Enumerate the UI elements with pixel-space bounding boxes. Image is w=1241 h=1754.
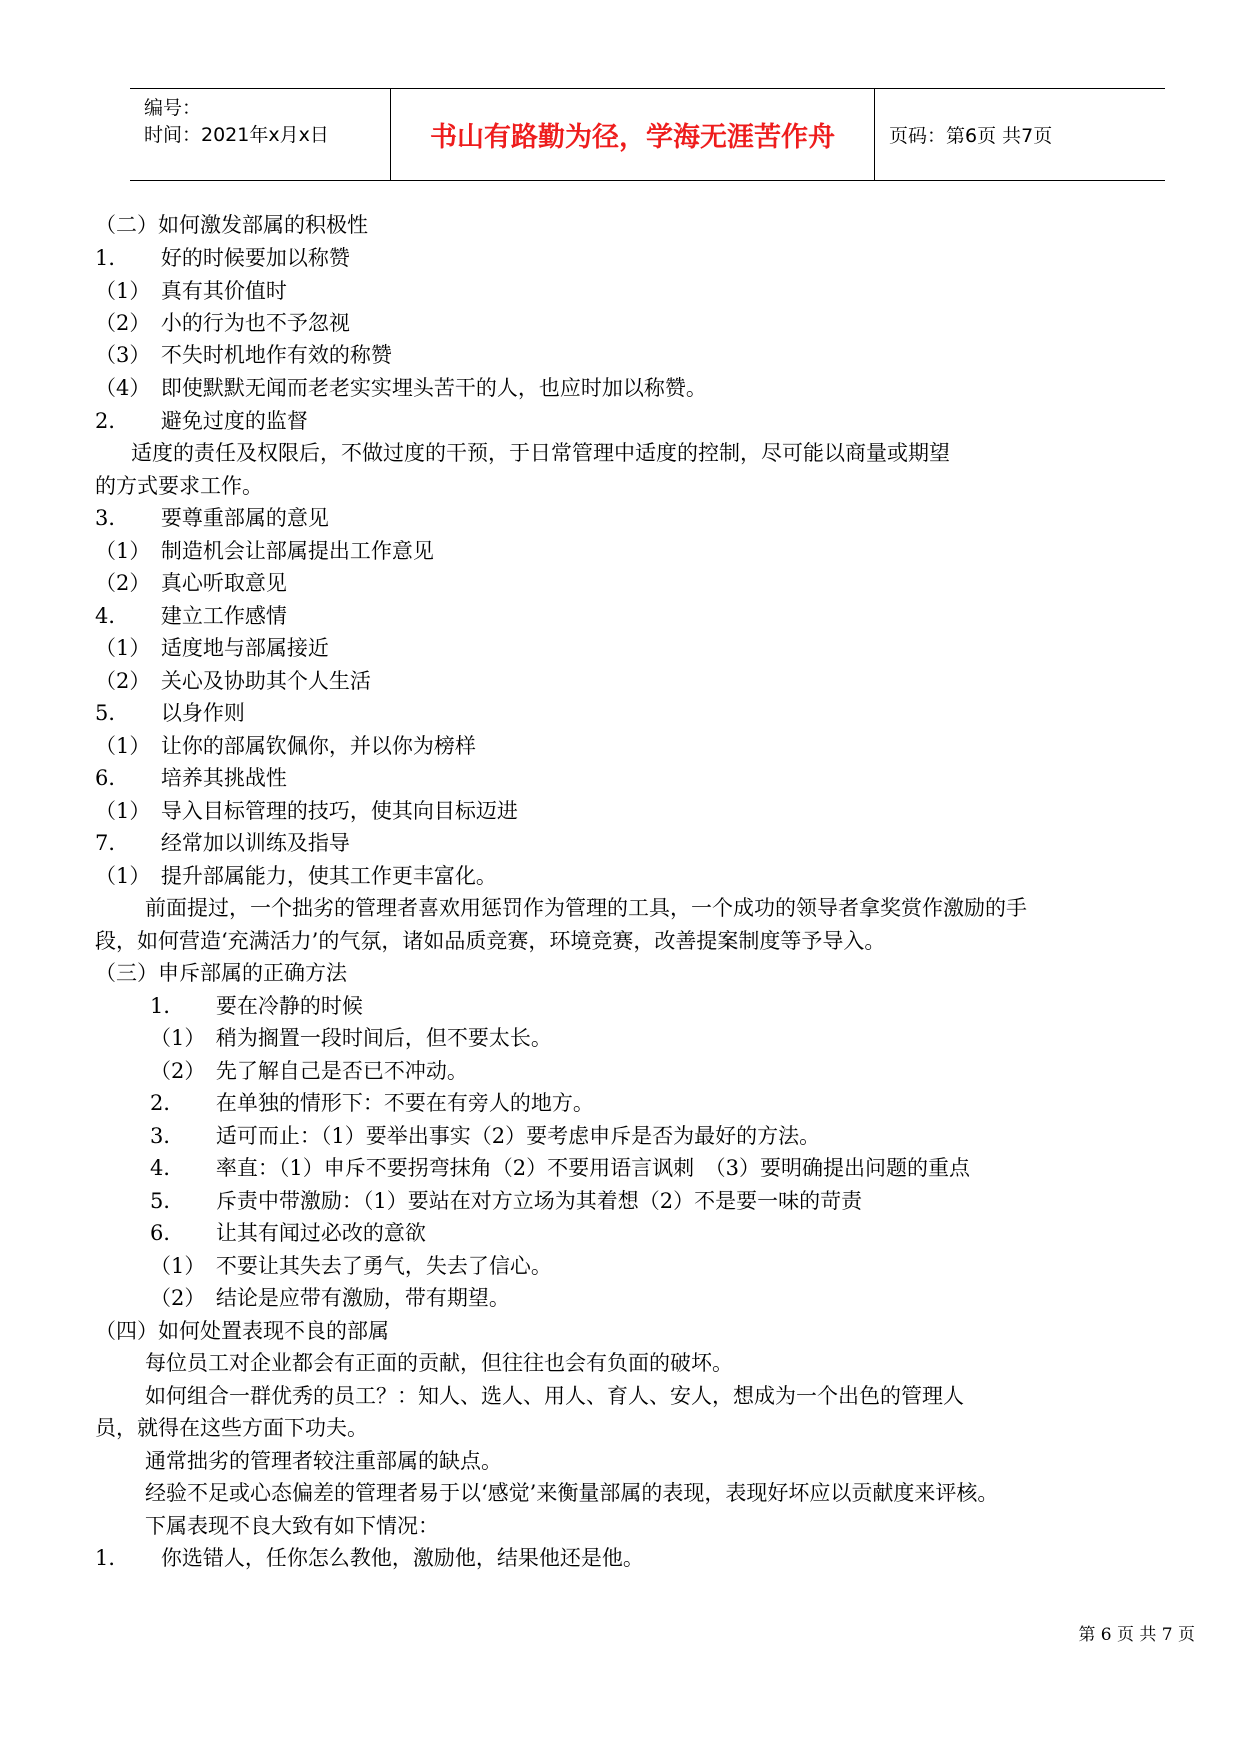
page-label: 页码：第6页 共7页 xyxy=(889,125,1053,147)
text-line: 6． 让其有闻过必改的意欲 xyxy=(150,1221,426,1245)
text-line: 2． 避免过度的监督 xyxy=(95,409,308,433)
text-line: （1） 导入目标管理的技巧，使其向目标迈进 xyxy=(95,799,518,823)
text-line: （1） 稍为搁置一段时间后，但不要太长。 xyxy=(150,1026,552,1050)
header-left-cell xyxy=(130,89,391,180)
text-line: （1） 让你的部属钦佩你，并以你为榜样 xyxy=(95,734,476,758)
text-line: 1． 要在冷静的时候 xyxy=(150,994,363,1018)
header-middle-cell xyxy=(391,89,875,180)
text-line: 每位员工对企业都会有正面的贡献，但往往也会有负面的破坏。 xyxy=(145,1351,733,1375)
text-line: 7． 经常加以训练及指导 xyxy=(95,831,350,855)
text-line: （二）如何激发部属的积极性 xyxy=(95,213,368,237)
page-footer: 第 6 页 共 7 页 xyxy=(1078,1625,1195,1645)
page-header xyxy=(130,88,1165,181)
text-line: （1） 制造机会让部属提出工作意见 xyxy=(95,539,434,563)
text-line: 3． 适可而止：（1）要举出事实（2）要考虑申斥是否为最好的方法。 xyxy=(150,1124,821,1148)
text-line: 经验不足或心态偏差的管理者易于以‘感觉’来衡量部属的表现，表现好坏应以贡献度来评核。 xyxy=(145,1481,999,1505)
text-line: 3． 要尊重部属的意见 xyxy=(95,506,329,530)
text-line: （三）申斥部属的正确方法 xyxy=(95,961,347,985)
text-line: （2） 先了解自己是否已不冲动。 xyxy=(150,1059,468,1083)
text-line: 段，如何营造‘充满活力’的气氛，诸如品质竞赛，环境竞赛，改善提案制度等予导入。 xyxy=(95,929,886,953)
text-line: 如何组合一群优秀的员工？：知人、选人、用人、育人、安人，想成为一个出色的管理人 xyxy=(145,1384,964,1408)
time-label: 时间：2021年x月x日 xyxy=(144,124,329,146)
text-line: （3） 不失时机地作有效的称赞 xyxy=(95,343,392,367)
motto: 书山有路勤为径，学海无涯苦作舟 xyxy=(430,122,835,153)
text-line: （2） 小的行为也不予忽视 xyxy=(95,311,350,335)
number-label: 编号： xyxy=(144,97,202,119)
text-line: （四）如何处置表现不良的部属 xyxy=(95,1319,389,1343)
header-right-cell xyxy=(875,89,1165,180)
text-line: （2） 结论是应带有激励，带有期望。 xyxy=(150,1286,510,1310)
text-line: （2） 真心听取意见 xyxy=(95,571,287,595)
text-line: 4． 建立工作感情 xyxy=(95,604,287,628)
text-line: 员，就得在这些方面下功夫。 xyxy=(95,1416,368,1440)
text-line: 通常拙劣的管理者较注重部属的缺点。 xyxy=(145,1449,502,1473)
text-line: （1） 适度地与部属接近 xyxy=(95,636,329,660)
text-line: （1） 不要让其失去了勇气，失去了信心。 xyxy=(150,1254,552,1278)
text-line: （1） 提升部属能力，使其工作更丰富化。 xyxy=(95,864,497,888)
text-line: 适度的责任及权限后，不做过度的干预，于日常管理中适度的控制，尽可能以商量或期望 xyxy=(131,441,950,465)
text-line: 的方式要求工作。 xyxy=(95,474,263,498)
text-line: （4） 即使默默无闻而老老实实埋头苦干的人，也应时加以称赞。 xyxy=(95,376,707,400)
text-line: （1） 真有其价值时 xyxy=(95,279,287,303)
text-line: 2． 在单独的情形下：不要在有旁人的地方。 xyxy=(150,1091,594,1115)
text-line: 1． 你选错人，任你怎么教他，激励他，结果他还是他。 xyxy=(95,1546,644,1570)
text-line: 下属表现不良大致有如下情况： xyxy=(145,1514,439,1538)
text-line: 6． 培养其挑战性 xyxy=(95,766,287,790)
text-line: （2） 关心及协助其个人生活 xyxy=(95,669,371,693)
text-line: 1． 好的时候要加以称赞 xyxy=(95,246,350,270)
text-line: 5． 以身作则 xyxy=(95,701,245,725)
text-line: 4． 率直：（1）申斥不要拐弯抹角（2）不要用语言讽刺 （3）要明确提出问题的重点 xyxy=(150,1156,970,1180)
text-line: 5． 斥责中带激励：（1）要站在对方立场为其着想（2）不是要一味的苛责 xyxy=(150,1189,863,1213)
text-line: 前面提过，一个拙劣的管理者喜欢用惩罚作为管理的工具，一个成功的领导者拿奖赏作激励的手 xyxy=(145,896,1027,920)
